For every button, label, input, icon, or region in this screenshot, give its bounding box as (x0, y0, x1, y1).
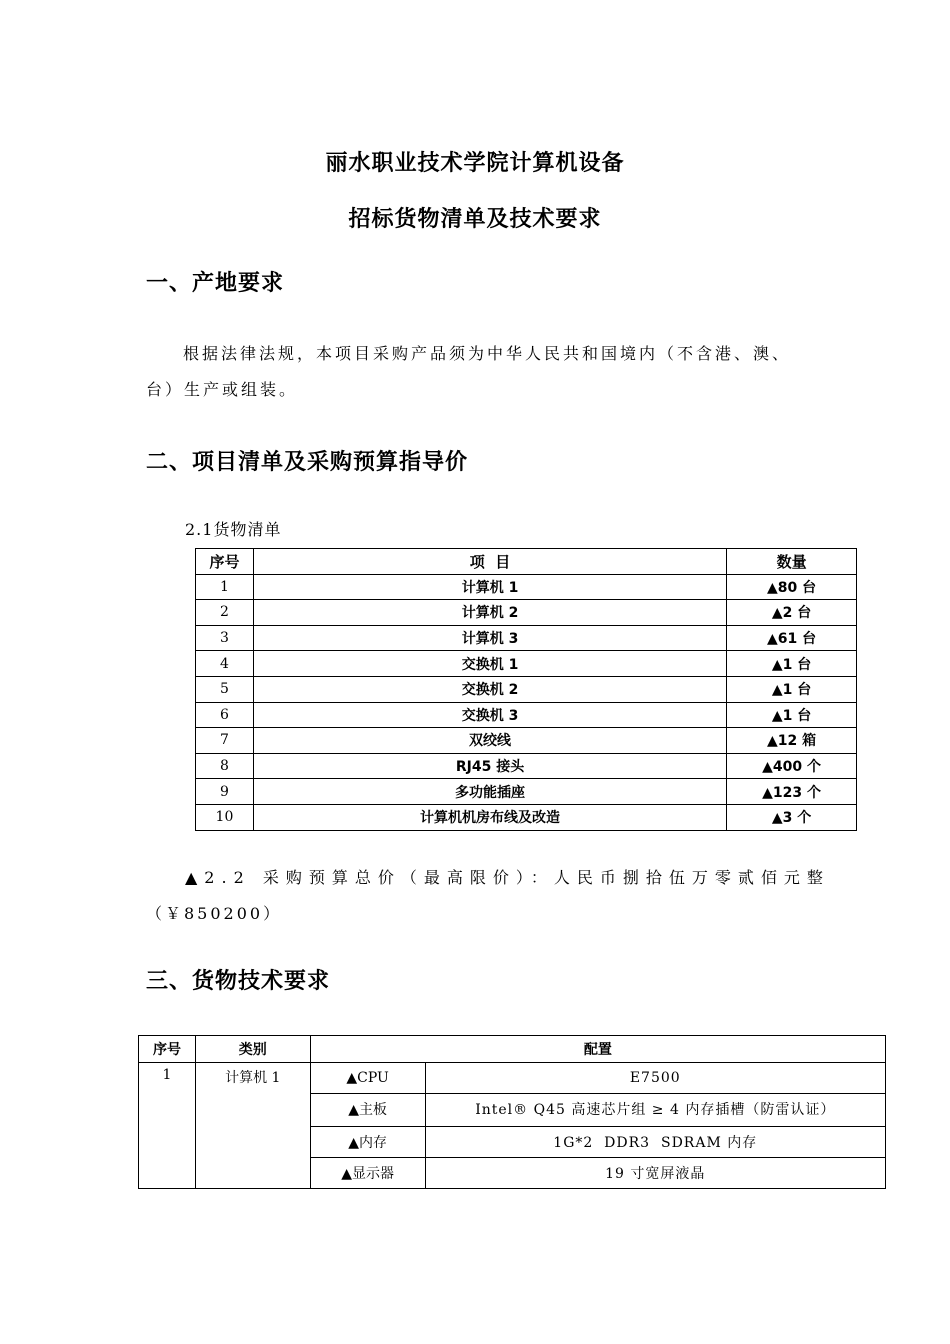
goods-table-row (196, 728, 857, 754)
goods-list-subheading: 2.1货物清单 (185, 520, 282, 539)
origin-paragraph-line1: 根据法律法规，本项目采购产品须为中华人民共和国境内（不含港、澳、 (183, 344, 792, 363)
goods-table-row (196, 574, 857, 600)
spec-col-category-header: 类别 (195, 1036, 310, 1063)
goods-table-row (196, 753, 857, 779)
spec-row-category: 计算机 1 (195, 1063, 310, 1189)
goods-row-no: 1 (196, 574, 254, 600)
goods-row-item: 计算机 3 (253, 625, 726, 651)
goods-row-no: 4 (196, 651, 254, 677)
goods-row-no: 2 (196, 600, 254, 626)
spec-label-cpu: ▲CPU (310, 1063, 425, 1094)
section-heading-tech-requirements: 三、货物技术要求 (146, 969, 331, 994)
goods-row-item: 交换机 3 (253, 702, 726, 728)
goods-col-qty-header: 数量 (727, 549, 857, 575)
goods-row-item: RJ45 接头 (253, 753, 726, 779)
goods-row-qty: ▲80 台 (727, 574, 857, 600)
goods-row-item: 计算机 2 (253, 600, 726, 626)
goods-table-row (196, 651, 857, 677)
goods-row-qty: ▲12 箱 (727, 728, 857, 754)
budget-line2: （￥850200） (146, 904, 283, 923)
goods-row-no: 8 (196, 753, 254, 779)
goods-row-item: 双绞线 (253, 728, 726, 754)
goods-table-row (196, 625, 857, 651)
goods-row-qty: ▲61 台 (727, 625, 857, 651)
goods-table-row (196, 804, 857, 830)
goods-row-qty: ▲2 台 (727, 600, 857, 626)
spec-value-display: 19 寸宽屏液晶 (425, 1158, 885, 1189)
spec-table-header-row (139, 1036, 886, 1063)
doc-title-line2: 招标货物清单及技术要求 (348, 207, 602, 232)
spec-value-motherboard: Intel® Q45 高速芯片组 ≥ 4 内存插槽（防雷认证） (425, 1094, 885, 1127)
spec-col-no-header: 序号 (139, 1036, 196, 1063)
spec-col-config-header: 配置 (310, 1036, 885, 1063)
goods-row-no: 3 (196, 625, 254, 651)
goods-row-no: 9 (196, 779, 254, 805)
goods-table-row (196, 676, 857, 702)
goods-row-qty: ▲123 个 (727, 779, 857, 805)
goods-row-no: 6 (196, 702, 254, 728)
goods-row-qty: ▲400 个 (727, 753, 857, 779)
goods-row-no: 10 (196, 804, 254, 830)
goods-row-qty: ▲1 台 (727, 676, 857, 702)
spec-label-motherboard: ▲主板 (310, 1094, 425, 1127)
goods-row-qty: ▲1 台 (727, 651, 857, 677)
goods-table-header-row (196, 549, 857, 575)
origin-paragraph-line2: 台）生产或组装。 (146, 380, 299, 399)
section-heading-origin: 一、产地要求 (146, 271, 285, 296)
goods-row-no: 7 (196, 728, 254, 754)
goods-table-row (196, 702, 857, 728)
goods-row-item: 计算机 1 (253, 574, 726, 600)
spec-row (139, 1063, 886, 1094)
goods-table-row (196, 600, 857, 626)
goods-row-item: 交换机 2 (253, 676, 726, 702)
spec-value-cpu: E7500 (425, 1063, 885, 1094)
goods-table-row (196, 779, 857, 805)
budget-line1: ▲2.2 采购预算总价（最高限价）：人民币捌拾伍万零贰佰元整 (185, 868, 830, 887)
goods-table (195, 548, 857, 831)
goods-col-item-header: 项 目 (253, 549, 726, 575)
goods-row-item: 计算机机房布线及改造 (253, 804, 726, 830)
spec-table (138, 1035, 886, 1189)
doc-title-line1: 丽水职业技术学院计算机设备 (325, 151, 625, 176)
spec-row-no: 1 (139, 1063, 196, 1189)
spec-value-memory: 1G*2 DDR3 SDRAM 内存 (425, 1127, 885, 1158)
spec-label-memory: ▲内存 (310, 1127, 425, 1158)
goods-row-qty: ▲1 台 (727, 702, 857, 728)
spec-label-display: ▲显示器 (310, 1158, 425, 1189)
section-heading-list-budget: 二、项目清单及采购预算指导价 (146, 450, 469, 475)
goods-row-qty: ▲3 个 (727, 804, 857, 830)
goods-row-item: 交换机 1 (253, 651, 726, 677)
goods-row-no: 5 (196, 676, 254, 702)
goods-col-no-header: 序号 (196, 549, 254, 575)
goods-row-item: 多功能插座 (253, 779, 726, 805)
